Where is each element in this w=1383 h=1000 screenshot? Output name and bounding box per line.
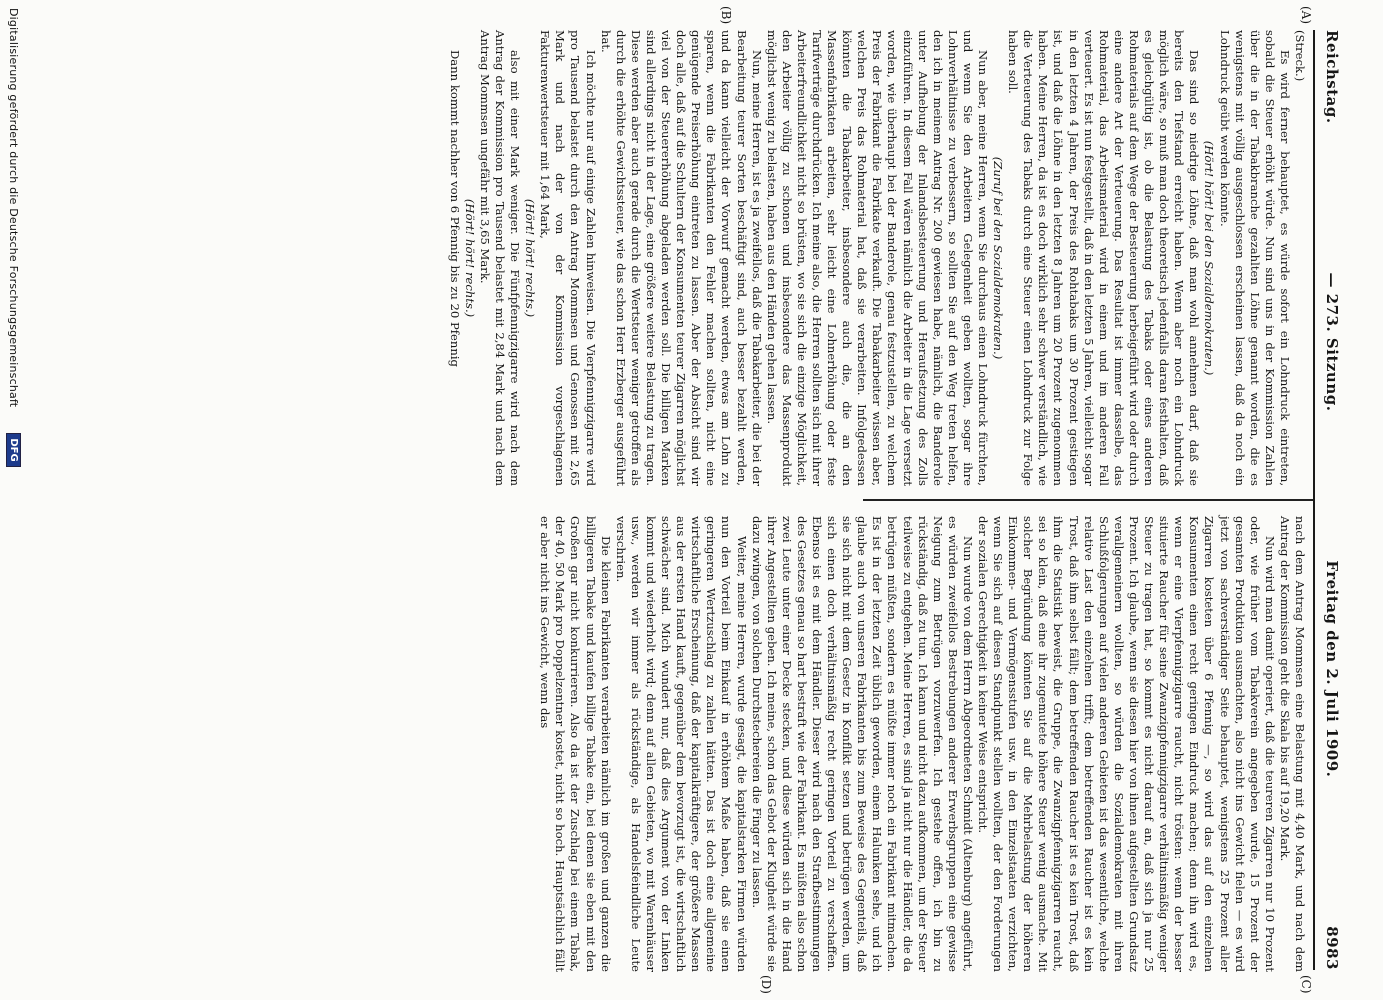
paragraph: Weiter, meine Herren, wurde gesagt, die kapitalstarken Firmen würden nun den Vorteil beim Einkauf in erhöhtem Maße haben, daß sie einen geringeren Wertzuschlag zu zahlen hätten. Das ist doch eine allgemeine wirtschaftliche Erscheinung, daß der kapitalkräftigere, der größere Massen aus der ersten Hand kauft, gegenüber dem bevorzugt ist, die wirtschaftlich schwächer sind. Mich wundert nur, daß dies Argument von der Linken kommt und wiederholt wird; denn auf allen Gebieten, wo mit Warenhäuser usw., werden wir immer als rückständige, als Handelsfeindliche Leute verschrien. [613,516,749,972]
paragraph: Nun wird man damit operiert, daß die teureren Zigarren nur 10 Prozent oder, wie früher vom Tabakverein angegeben wurde, 15 Prozent der gesamten Produktion ausmachten, also nicht ins Gewicht fielen — es wird jetzt von sachverständiger Seite behauptet, wenigstens 25 Prozent aller Zigarren kosteten über 6 Pfennig —, so wird das auf den einzelnen Konsumenten einen recht geringen Eindruck machen; denn ihn wird es, wenn er eine Vierpfennigzigarre raucht, nicht trösten: wenn der besser situierte Raucher für seine Zwanzigpfennigzigarre verhältnismäßig weniger Steuer zu tragen hat, so kommt es nicht darauf an, daß sich ja nur 25 Prozent. Ich glaube, wenn sie diesen hier von ihnen aufgestellten Grundsatz verallgemeinern wollten, so würden die Sozialdemokraten mit ihren Schlußfolgerungen auf vielen anderen Gebieten ist das wesentliche, welche relative Last den einzelnen trifft; dem betreffenden Raucher ist es kein Trost, daß ihm selbst fällt; dem betreffenden Raucher ist es kein Trost, daß ihm die Statistik beweist, die Gruppe, die Zwanzigpfennigzigarren raucht, sei so klein, daß eine ihr zugemutete höhere Steuer wenig ausmache. Mit solcher Begründung könnten Sie auf die Mehrbelastung der höheren Einkommen- und Vermögensstufen usw. in den Einzelstaaten verzichten, wenn Sie sich auf diesen Standpunkt stellen wollten, der den Forderungen der sozialen Gerechtigkeit in keiner Weise entspricht. [976,516,1277,972]
header-page-number: 8983 [1323,926,1341,970]
header-publication: Reichstag. [1323,30,1341,124]
digitization-footer [3,0,25,1000]
left-text-column [447,30,1307,486]
margin-mark-a: (A) [1299,6,1313,25]
paragraph: Nun, meine Herren, ist es ja zweifellos, daß die Tabakarbeiter, die bei der Bearbeitung teurer Sorten beschäftigt sind, auch besser bezahlt werden, und da kann vielleicht der Vorwurf gemacht werden, etwas am Lohn zu sparen, wenn die Fabrikanten den Fehler machen sollten, nicht eine genügende Preiserhöhung eintreten zu lassen. Aber der Absicht sind wir doch alle, daß auf die Schultern der Konsumenten teurer Zigarren möglichst viel von der Steuererhöhung abgeladen werden soll. Die billigen Marken sind allerdings nicht in der Lage, eine größere weitere Belastung zu tragen. Diese werden aber auch gerade durch die Wertsteuer weniger getroffen als durch die erhöhte Gewichtssteuer, wie das schon Herr Erzberger ausgeführt hat. [598,30,764,486]
paragraph: (Streck.) [1293,30,1307,82]
page-header [1319,30,1345,970]
paragraph: (Hört! hört! bei den Sozialdemokraten.) [1202,140,1217,376]
dfg-logo: DFG [7,433,22,466]
header-date: Freitag den 2. Juli 1909. [1323,560,1341,778]
paragraph: nach dem Antrag Mommsen eine Belastung mit 4,40 Mark, und nach dem Antrag der Kommission geht die Skala bis auf 19,20 Mark. [1277,516,1307,972]
paragraph: Ich möchte nur auf einige Zahlen hinweisen. Die Vierpfennigzigarre wird pro Tausend belastet durch den Antrag Mommsen und Genossen mit 2,65 Mark und nach der von der Kommission vorgeschlagenen Fakturenwertsteuer mit 1,64 Mark, [538,30,598,486]
paragraph: (Zuruf bei den Sozialdemokraten.) [991,156,1006,360]
paragraph: Dann kommt nachher von 6 Pfennig bis zu 20 Pfennig [447,50,462,367]
footer-credit: Digitalisierung gefördert durch die Deutsche Forschungsgemeinschaft [7,8,21,408]
column-divider [863,499,1313,501]
header-session: — 273. Sitzung. [1323,272,1341,412]
margin-mark-b: (B) [719,6,733,25]
header-rule [1313,30,1315,970]
margin-mark-c: (C) [1299,975,1313,994]
right-text-column [537,516,1307,972]
paragraph: Nun aber, meine Herren, wenn Sie durchaus einen Lohndruck fürchten, und wenn Sie den Arbeitern Gelegenheit geben wollten, sogar ihre Lohnverhältnisse zu verbessern, so sollten Sie auf den Weg treten helfen, den ich in meinem Antrag Nr. 200 gewiesen habe, nämlich, die Banderole unter Aufhebung der Inlandsbesteuerung und Heraufsetzung des Zolls einzuführen. In diesem Fall wären nämlich die Arbeiter in die Lage versetzt worden, wie überhaupt bei der Banderole, genau festzustellen, zu welchem Preis der Fabrikant die Fabrikate verkauft. Die Tabakarbeiter wissen aber, welchen Preis das Rohmaterial hat, daß sie verarbeiten. Infolgedessen könnten die Tabakarbeiter, insbesondere auch die, die an den Massenfabrikaten arbeiten, sehr leicht eine Lohnerhöhung oder feste Tarifverträge durchdrücken. Ich meine also, die Herren sollten sich mit ihrer Arbeiterfreundlichkeit nicht so brüsten, wo sie sich die einzige Möglichkeit, den Arbeiter völlig zu schonen und insbesondere das Massenprodukt möglichst wenig zu belasten, haben aus den Händen gehen lassen. [764,30,991,486]
margin-mark-d: (D) [759,975,773,994]
paragraph: Das sind so niedrige Löhne, daß man wohl annehmen darf, daß sie bereits den Tiefstand erreicht haben. Wenn aber noch ein Lohndruck möglich wäre, so muß man doch theoretisch jedenfalls daran festhalten, daß es gleichgültig ist, ob die Belastung des Tabaks oder eines anderen Rohmaterials auf dem Wege der Besteuerung herbeigeführt wird oder durch eine andere Art der Verteuerung. Das Resultat ist immer dasselbe, das Rohmaterial, das Arbeitsmaterial wird in einem und im anderen Fall verteuert. Es ist nun festgestellt, daß in den letzten 5 Jahren, vielleicht sogar in den letzten 4 Jahren, der Preis des Rohtabaks um 30 Prozent gestiegen ist, und daß die Löhne in den letzten 8 Jahren um 20 Prozent zugenommen haben. Meine Herren, da ist es doch wirklich sehr schwer verständlich, wie die Verteuerung des Tabaks durch eine Steuer einen Lohndruck zur Folge haben soll. [1006,30,1202,486]
paragraph: Nun wurde von dem Herrn Abgeordneten Schmidt (Altenburg) angeführt, es würden zweifellos Bestrebungen anderer Erwerbsgruppen eine gewisse Neigung zum Betrügen vorzuwerfen. Ich gestehe offen, ich bin zu rückständig, daß zu tun. Ich kann und nicht dazu aufkommen, um der Steuer teilweise zu entgehen. Meine Herren, es sind ja nicht nur die Händler, die da betrügen müßten, sondern es müßte immer noch ein Fabrikant mitmachen. Es ist in der letzten Zeit üblich geworden, einem Halunken sehe, und ich glaube auch von unseren Fabrikanten bis zum Beweise des Gegenteils, daß sie sich nicht mit dem Gesetz in Konflikt setzen und betrügen werden, um sich einen doch verhältnismäßig recht geringen Vorteil zu verschaffen. Ebenso ist es mit dem Händler. Dieser wird nach den Strafbestimmungen des Gesetzes genau so hart bestraft wie der Fabrikant. Es müßten also schon zwei Leute unter einer Decke stecken, und diese würden sich in die Hand ihrer Angestellten geben. Ich meine, schon das Gebot der Klugheit würde sie dazu zwingen, von solchen Durchstechereien die Finger zu lassen. [749,516,975,972]
paragraph: (Hört! hört! rechts.) [462,198,477,318]
paragraph: also mit einer Mark weniger. Die Fünfpfennigzigarre wird nach dem Antrag der Kommission pro Tausend belastet mit 2,84 Mark und nach dem Antrag Mommsen ungefähr mit 3,65 Mark. [477,30,523,486]
paragraph: (Hört! hört! rechts.) [523,198,538,318]
paragraph: Es wird ferner behauptet, es würde sofort ein Lohndruck eintreten, sobald die Steuer erhöht würde. Nun sind uns in der Kommission Zahlen über die in der Tabakbranche gezahlten Löhne genannt worden, die es wenigstens mit völlig ausgeschlossen erscheinen lassen, daß da noch ein Lohndruck geübt werden könnte. [1217,30,1292,486]
paragraph: Die kleinen Fabrikanten verarbeiten nämlich im großen und ganzen die billigeren Tabake und kaufen billige Tabake ein, bei denen sie eben mit den Großen gar nicht konkurrieren. Also da ist der Zuschlag bei einem Tabak, der 40, 50 Mark pro Doppelzentner kostet, nicht so hoch. Hauptsächlich fällt er aber nicht ins Gewicht, wenn das [538,516,613,972]
